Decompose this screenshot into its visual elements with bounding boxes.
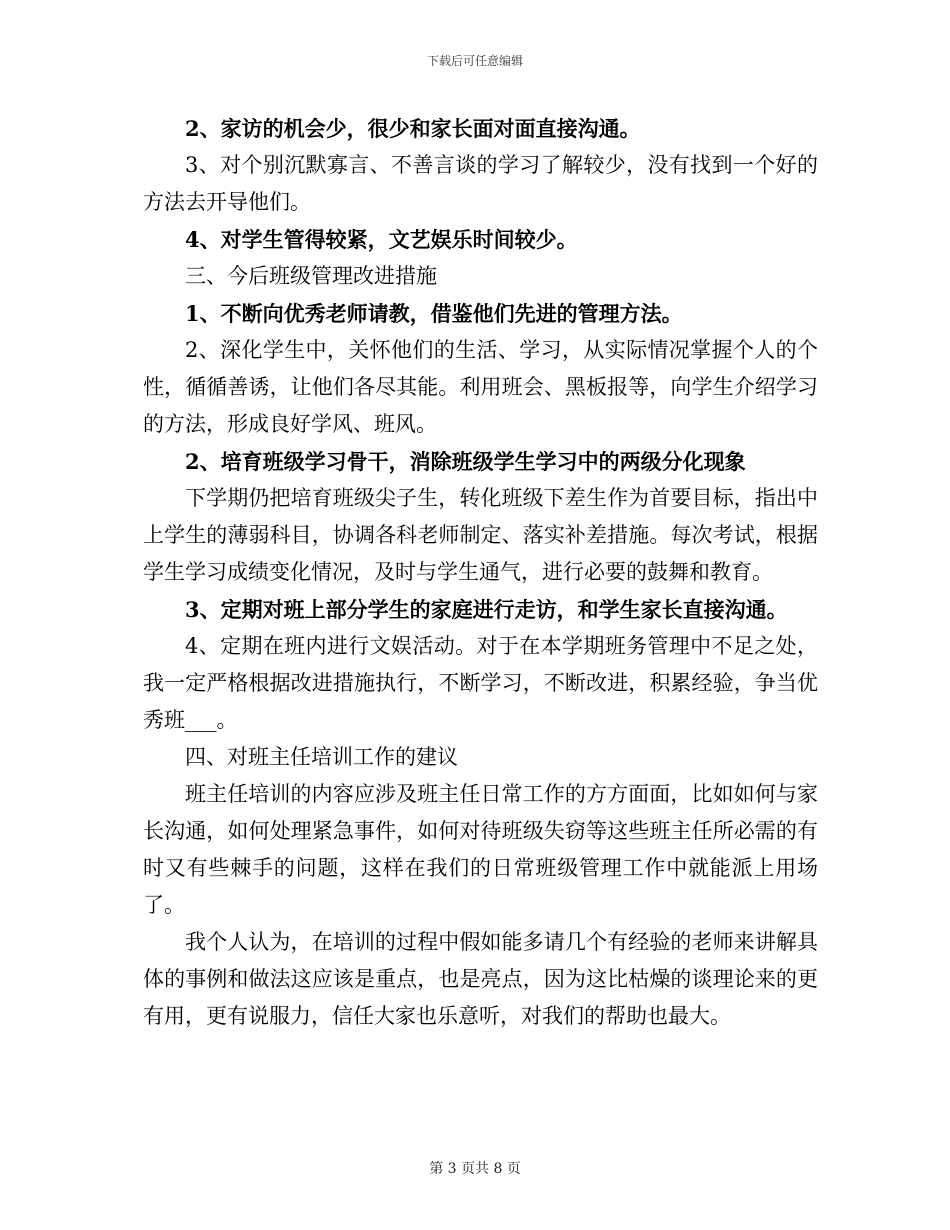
page-header: 下载后可任意编辑 (426, 54, 523, 68)
paragraph: 1、不断向优秀老师请教，借鉴他们先进的管理方法。 (185, 301, 683, 326)
paragraph: 2、深化学生中，关怀他们的生活、学习，从实际情况掌握个人的个性，循循善诱，让他们各尽其能。利用班会、黑板报等，向学生介绍学习的方法，形成良好学风、班风。 (143, 338, 818, 436)
paragraph: 2、培育班级学习骨干，消除班级学生学习中的两级分化现象 (185, 449, 746, 474)
paragraph: 我个人认为，在培训的过程中假如能多请几个有经验的老师来讲解具体的事例和做法这应该是重点，也是亮点，因为这比枯燥的谈理论来的更有用，更有说服力，信任大家也乐意听，对我们的帮助也最大。 (143, 930, 818, 1028)
paragraph: 3、定期对班上部分学生的家庭进行走访，和学生家长直接沟通。 (185, 597, 788, 622)
document-body (143, 110, 818, 1035)
paragraph: 4、定期在班内进行文娱活动。对于在本学期班务管理中不足之处，我一定严格根据改进措施执行，不断学习，不断改进，积累经验，争当优秀班___。 (143, 634, 818, 732)
section-heading: 三、今后班级管理改进措施 (185, 264, 437, 288)
paragraph: 班主任培训的内容应涉及班主任日常工作的方方面面，比如如何与家长沟通，如何处理紧急事件，如何对待班级失窃等这些班主任所必需的有时又有些棘手的问题，这样在我们的日常班级管理工作中就能派上用场了。 (143, 782, 818, 917)
paragraph: 3、对个别沉默寡言、不善言谈的学习了解较少，没有找到一个好的方法去开导他们。 (143, 153, 818, 214)
paragraph: 4、对学生管得较紧，文艺娱乐时间较少。 (185, 227, 578, 252)
paragraph: 2、家访的机会少，很少和家长面对面直接沟通。 (185, 116, 641, 141)
page-footer: 第 3 页共 8 页 (429, 1161, 521, 1177)
section-heading: 四、对班主任培训工作的建议 (185, 745, 458, 769)
paragraph: 下学期仍把培育班级尖子生，转化班级下差生作为首要目标，指出中上学生的薄弱科目，协调各科老师制定、落实补差措施。每次考试，根据学生学习成绩变化情况，及时与学生通气，进行必要的鼓舞和教育。 (143, 486, 818, 584)
